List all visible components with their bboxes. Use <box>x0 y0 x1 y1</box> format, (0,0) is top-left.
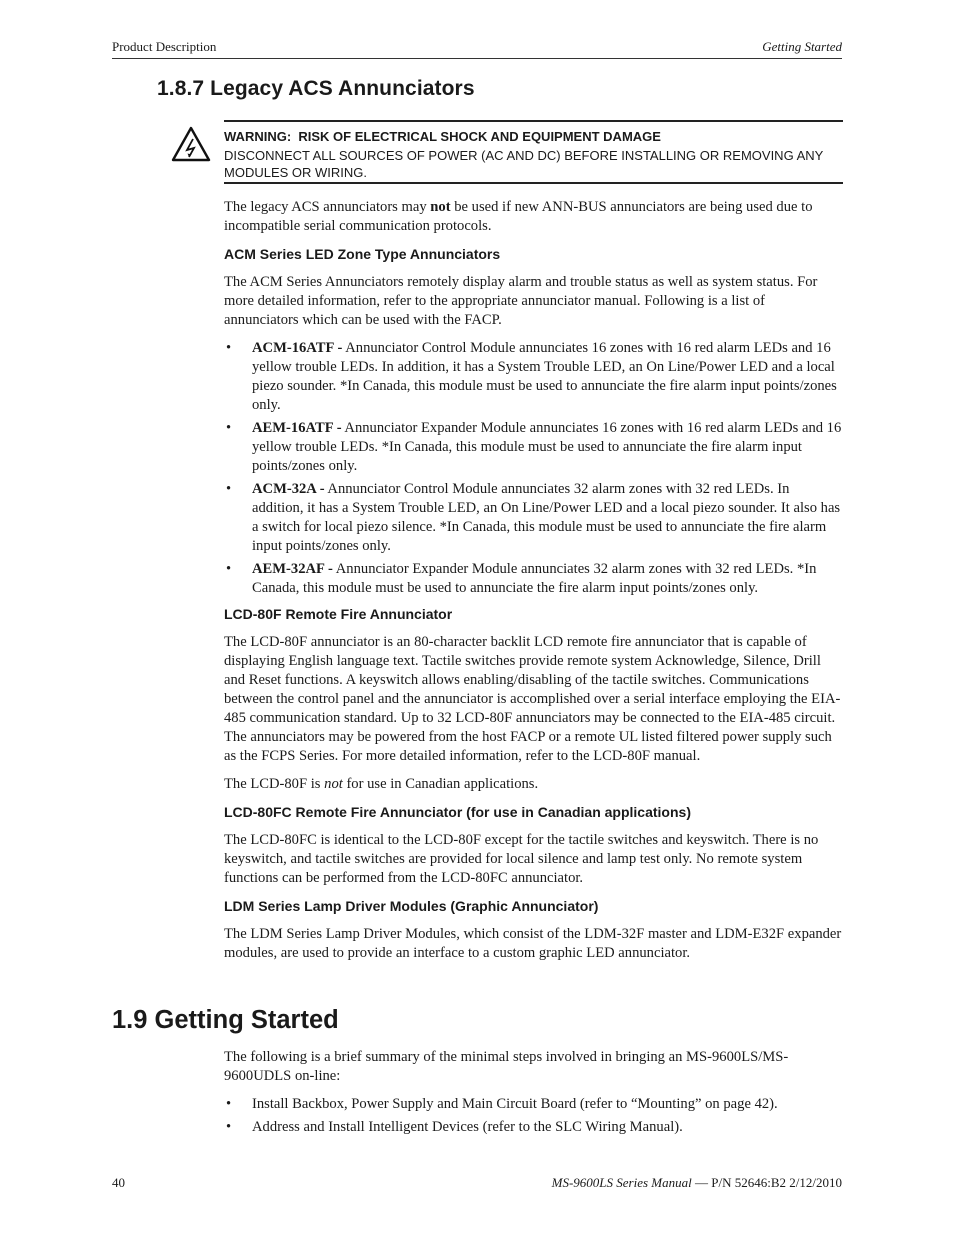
list-item: • AEM-16ATF - Annunciator Expander Module annunciates 16 zones with 16 red alarm LEDs and 16 yellow trouble LEDs. *In Canada, this module must be used to annunciate the fire alarm input points/zones only. <box>226 420 842 474</box>
module-description: Annunciator Expander Module annunciates 16 zones with 16 red alarm LEDs and 16 yellow trouble LEDs. *In Canada, this module must be used to annunciate the fire alarm input points/zones only. <box>252 420 842 474</box>
step-text: Install Backbox, Power Supply and Main Circuit Board (refer to “Mounting” on page 42). <box>252 1096 778 1112</box>
acm-paragraph: The ACM Series Annunciators remotely display alarm and trouble status as well as system status. For more detailed information, refer to the appropriate annunciator manual. Following is a list of annunciators which can be used with the FACP. <box>224 274 818 328</box>
module-name: AEM-16ATF - <box>252 420 342 436</box>
acm-bullet-list <box>224 339 843 598</box>
manual-title: MS-9600LS Series Manual <box>551 1175 692 1190</box>
lcd80f-heading: LCD-80F Remote Fire Annunciator <box>224 606 453 622</box>
warning-box <box>224 120 843 184</box>
note-text-start: The LCD-80F is <box>224 776 325 792</box>
module-name: ACM-32A - <box>252 481 325 497</box>
section-heading-1-8-7: 1.8.7 Legacy ACS Annunciators <box>157 77 475 100</box>
running-header-right: Getting Started <box>762 39 842 54</box>
list-item: • Install Backbox, Power Supply and Main Circuit Board (refer to “Mounting” on page 42). <box>226 1096 778 1112</box>
getting-started-content <box>224 1048 843 1137</box>
warning-title: WARNING: RISK OF ELECTRICAL SHOCK AND EQUIPMENT DAMAGE <box>224 129 661 144</box>
running-header-left: Product Description <box>112 39 217 54</box>
module-name: AEM-32AF - <box>252 561 333 577</box>
section-heading-1-9: 1.9 Getting Started <box>112 1006 339 1034</box>
getting-started-paragraph: The following is a brief summary of the minimal steps involved in bringing an MS-9600LS/MS-9600UDLS on-line: <box>224 1049 789 1084</box>
module-description: Annunciator Expander Module annunciates 32 alarm zones with 32 red LEDs. *In Canada, this module must be used to annunciate the fire alarm input points/zones only. <box>252 561 817 596</box>
list-item: • ACM-32A - Annunciator Control Module annunciates 32 alarm zones with 32 red LEDs. In addition, it has a System Trouble LED, an On Line/Power LED and a local piezo sounder. It also has a switch for local piezo silence. *In Canada, this module must be used to annunciate the fire alarm input points/zones only. <box>226 481 841 554</box>
list-item: • ACM-16ATF - Annunciator Control Module annunciates 16 zones with 16 red alarm LEDs and 16 yellow trouble LEDs. In addition, it has a System Trouble LED, an On Line/Power LED and a local piezo sounder. *In Canada, this module must be used to annunciate the fire alarm input points/zones only. <box>226 340 837 413</box>
getting-started-steps <box>224 1095 843 1137</box>
intro-text-end: be used if new ANN-BUS annunciators are being used due to incompatible serial communication protocols. <box>224 199 813 234</box>
intro-text-start: The legacy ACS annunciators may <box>224 199 431 215</box>
page-number: 40 <box>112 1175 125 1190</box>
intro-paragraph <box>224 198 843 236</box>
lcd80f-note <box>224 775 843 794</box>
ldm-paragraph: The LDM Series Lamp Driver Modules, which consist of the LDM-32F master and LDM-E32F expander modules, are used to provide an interface to a custom graphic LED annunciator. <box>224 926 842 961</box>
note-text-end: for use in Canadian applications. <box>342 776 539 792</box>
header-rule <box>112 58 842 59</box>
acm-heading: ACM Series LED Zone Type Annunciators <box>224 246 501 262</box>
ldm-heading: LDM Series Lamp Driver Modules (Graphic Annunciator) <box>224 898 599 914</box>
module-description: Annunciator Control Module annunciates 32 alarm zones with 32 red LEDs. In addition, it has a System Trouble LED, an On Line/Power LED and a local piezo sounder. It also has a switch for local piezo silence. *In Canada, this module must be used to annunciate the fire alarm input points/zones only. <box>252 481 841 554</box>
footer-manual-info <box>552 1175 842 1191</box>
step-text: Address and Install Intelligent Devices (refer to the SLC Wiring Manual). <box>252 1119 683 1135</box>
electrical-shock-warning-icon <box>171 126 211 162</box>
list-item: • Address and Install Intelligent Devices (refer to the SLC Wiring Manual). <box>226 1119 683 1135</box>
lcd80fc-paragraph: The LCD-80FC is identical to the LCD-80F except for the tactile switches and keyswitch. There is no keyswitch, and tactile switches are provided for local silence and lamp test only. No remote system functions can be performed from the LCD-80FC annunciator. <box>224 832 819 886</box>
lcd80fc-heading: LCD-80FC Remote Fire Annunciator (for use in Canadian applications) <box>224 804 691 820</box>
list-item: • AEM-32AF - Annunciator Expander Module annunciates 32 alarm zones with 32 red LEDs. *In Canada, this module must be used to annunciate the fire alarm input points/zones only. <box>226 561 817 596</box>
module-name: ACM-16ATF - <box>252 340 343 356</box>
main-content <box>224 198 843 963</box>
lcd80f-paragraph: The LCD-80F annunciator is an 80-character backlit LCD remote fire annunciator that is capable of displaying English language text. Tactile switches provide remote system Acknowledge, Silence, Drill and Reset functions. A keyswitch allows enabling/disabling of the tactile switches. Communications between the control panel and the annunciator is accomplished over a serial interface employing the EIA-485 communication standard. Up to 32 LCD-80F annunciators may be connected to the EIA-485 circuit. The annunciators may be powered from the host FACP or a remote UL listed filtered power supply such as the FCPS Series. For more detailed information, refer to the LCD-80F manual. <box>224 634 841 764</box>
part-number: — P/N 52646:B2 2/12/2010 <box>691 1175 842 1190</box>
intro-emphasis: not <box>430 199 451 215</box>
module-description: Annunciator Control Module annunciates 16 zones with 16 red alarm LEDs and 16 yellow trouble LEDs. In addition, it has a System Trouble LED, an On Line/Power LED and a local piezo sounder. *In Canada, this module must be used to annunciate the fire alarm input points/zones only. <box>252 340 837 413</box>
note-emphasis: not <box>324 776 343 792</box>
warning-text: DISCONNECT ALL SOURCES OF POWER (AC AND DC) BEFORE INSTALLING OR REMOVING ANY MODULES OR WIRING. <box>224 148 824 180</box>
